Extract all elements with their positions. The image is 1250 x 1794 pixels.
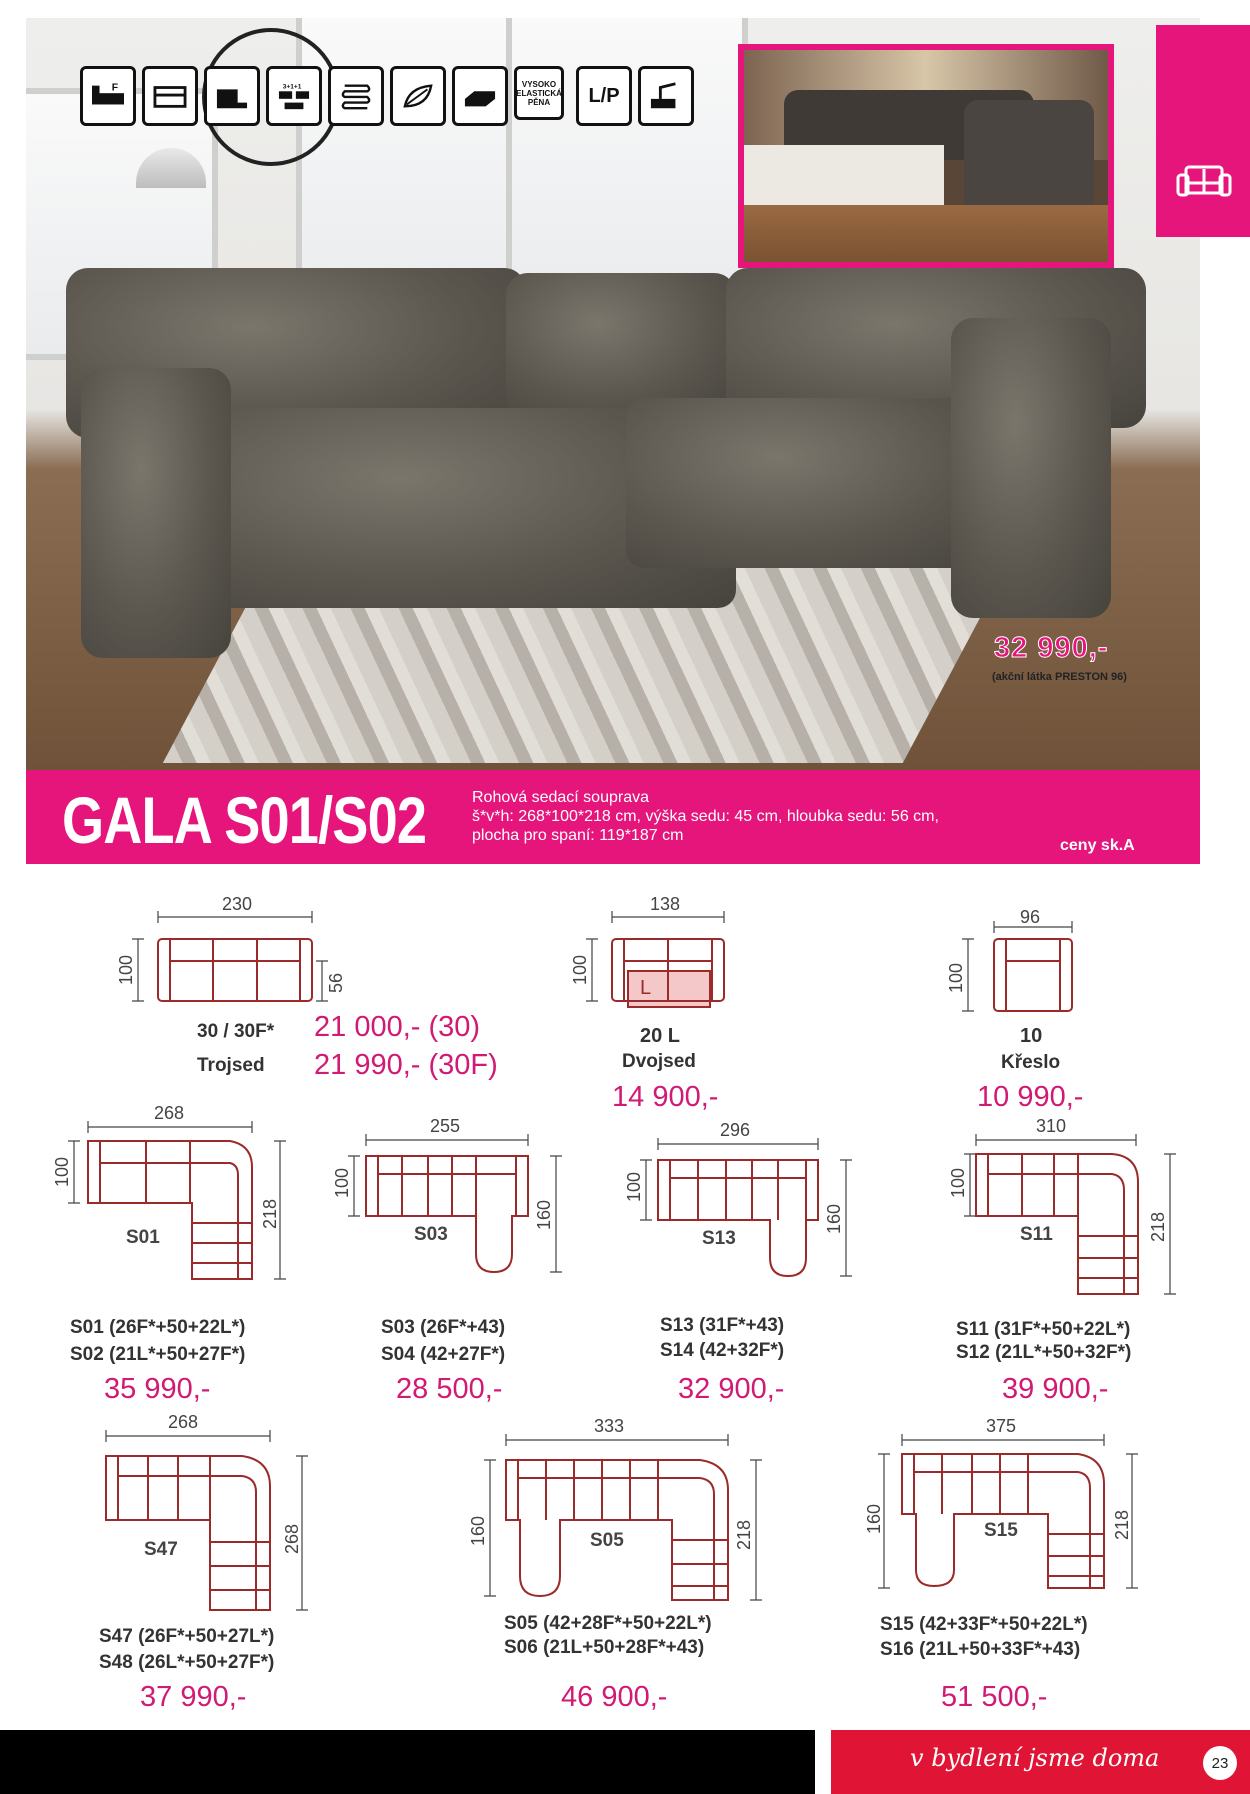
plan-s11 <box>926 1118 1186 1298</box>
kreslo-code: 10 <box>1020 1025 1043 1047</box>
plan-s13 <box>606 1122 866 1282</box>
plan-s15 <box>864 1416 1188 1608</box>
plan-s03 <box>318 1118 568 1278</box>
s13-code: S13 <box>702 1228 736 1249</box>
plan-kreslo <box>938 905 1088 1015</box>
sofa-arm-right <box>951 318 1111 618</box>
s15-code: S15 <box>984 1520 1018 1541</box>
dvojsed-price: 14 900,- <box>612 1081 719 1113</box>
s05-depth: 218 <box>734 1519 754 1550</box>
s05-config: S05 (42+28F*+50+22L*) <box>504 1613 712 1634</box>
hero-price: 32 990,- <box>994 632 1109 664</box>
price-grade: ceny sk.A <box>1060 837 1135 854</box>
s11-price: 39 900,- <box>1002 1373 1109 1405</box>
s47-code: S47 <box>144 1539 178 1560</box>
product-sleeping-area: plocha pro spaní: 119*187 cm <box>472 827 684 844</box>
sofa-back-corner <box>506 273 736 418</box>
trojsed-price-30f: 21 990,- (30F) <box>314 1049 498 1081</box>
s03-depth: 160 <box>534 1199 554 1230</box>
trojsed-name: Trojsed <box>197 1055 265 1076</box>
trojsed-price-30: 21 000,- (30) <box>314 1011 481 1043</box>
dvojsed-height: 100 <box>570 954 590 985</box>
s05-price: 46 900,- <box>561 1681 668 1713</box>
s13-price: 32 900,- <box>678 1373 785 1405</box>
hero-price-note: (akční látka PRESTON 96) <box>992 671 1127 683</box>
s13-height: 100 <box>624 1171 644 1202</box>
plan-s01 <box>40 1105 300 1285</box>
sofa-bed-icon <box>80 66 136 126</box>
set-sofa-icon <box>266 66 322 126</box>
sofa-icon <box>1176 165 1232 201</box>
trojsed-seat: 56 <box>326 972 346 993</box>
headrest-icon <box>638 66 694 126</box>
sofa-arm-left <box>81 368 231 658</box>
plan-s47 <box>86 1412 316 1620</box>
plan-s05 <box>466 1416 766 1614</box>
s01-width: 268 <box>154 1103 185 1123</box>
trojsed-height: 100 <box>116 954 136 985</box>
s04-config: S04 (42+27F*) <box>381 1344 506 1365</box>
s03-config: S03 (26F*+43) <box>381 1317 506 1338</box>
leaf-fabric-icon <box>390 66 446 126</box>
s01-depth: 218 <box>260 1198 280 1229</box>
s06-config: S06 (21L+50+28F*+43) <box>504 1637 705 1658</box>
s03-price: 28 500,- <box>396 1373 503 1405</box>
dvojsed-width: 138 <box>650 894 681 914</box>
s48-config: S48 (26L*+50+27F*) <box>99 1652 275 1673</box>
s16-config: S16 (21L+50+33F*+43) <box>880 1639 1081 1660</box>
s05-width: 333 <box>594 1416 625 1436</box>
s47-depth: 268 <box>282 1523 302 1554</box>
s15-height: 160 <box>864 1503 884 1534</box>
corner-sofa-icon <box>204 66 260 126</box>
s11-config: S11 (31F*+50+22L*) <box>956 1319 1131 1340</box>
storage-box-icon <box>142 66 198 126</box>
s11-code: S11 <box>1020 1224 1053 1245</box>
svg-text:F: F <box>111 82 119 94</box>
kreslo-height: 100 <box>946 962 966 993</box>
s13-depth: 160 <box>824 1203 844 1234</box>
feature-icons <box>78 66 704 128</box>
svg-text:3+1+1: 3+1+1 <box>282 83 302 91</box>
s11-width: 310 <box>1036 1116 1067 1136</box>
left-right-icon <box>576 66 632 126</box>
s01-code: S01 <box>126 1227 160 1248</box>
s11-height: 100 <box>948 1167 968 1198</box>
kreslo-price: 10 990,- <box>977 1081 1084 1113</box>
inset-floor <box>744 205 1108 262</box>
s12-config: S12 (21L*+50+32F*) <box>956 1342 1132 1363</box>
sofa-seats-right <box>626 398 1006 568</box>
spring-icon <box>328 66 384 126</box>
s15-config: S15 (42+33F*+50+22L*) <box>880 1614 1088 1635</box>
s05-height: 160 <box>468 1515 488 1546</box>
mattress-icon <box>452 66 508 126</box>
plan-dvojsed <box>568 895 738 1015</box>
s47-price: 37 990,- <box>140 1681 247 1713</box>
page-number: 23 <box>1203 1746 1237 1780</box>
s11-depth: 218 <box>1148 1211 1168 1242</box>
left-right-label: L/P <box>588 84 620 107</box>
product-dimensions: š*v*h: 268*100*218 cm, výška sedu: 45 cm, hloubka sedu: 56 cm, <box>472 808 939 825</box>
dvojsed-code: 20 L <box>640 1025 681 1047</box>
s14-config: S14 (42+32F*) <box>660 1340 785 1361</box>
inset-photo <box>738 44 1114 268</box>
s03-height: 100 <box>332 1167 352 1198</box>
inset-bed <box>744 145 944 205</box>
trojsed-width: 230 <box>222 894 253 914</box>
s13-config: S13 (31F*+43) <box>660 1315 785 1336</box>
footer-slogan: v bydlení jsme doma <box>910 1744 1160 1772</box>
kreslo-width: 96 <box>1020 907 1041 927</box>
s05-code: S05 <box>590 1530 624 1551</box>
s15-width: 375 <box>986 1416 1017 1436</box>
s02-config: S02 (21L*+50+27F*) <box>70 1344 246 1365</box>
category-tab <box>1156 25 1250 237</box>
s01-price: 35 990,- <box>104 1373 211 1405</box>
kreslo-name: Křeslo <box>1001 1052 1061 1073</box>
s01-height: 100 <box>52 1156 72 1187</box>
s01-config: S01 (26F*+50+22L*) <box>70 1317 246 1338</box>
s47-width: 268 <box>168 1412 199 1432</box>
product-title: GALA S01/S02 <box>62 783 427 857</box>
trojsed-code: 30 / 30F* <box>197 1021 275 1042</box>
foam-icon <box>514 66 564 120</box>
footer-black-bar <box>0 1730 815 1794</box>
s03-width: 255 <box>430 1116 461 1136</box>
product-type: Rohová sedací souprava <box>472 789 649 806</box>
plan-trojsed <box>110 895 370 1015</box>
s03-code: S03 <box>414 1224 448 1245</box>
s15-depth: 218 <box>1112 1509 1132 1540</box>
dvojsed-name: Dvojsed <box>622 1051 696 1072</box>
s13-width: 296 <box>720 1120 751 1140</box>
foam-label: VYSOKO ELASTICKÁ PĚNA <box>516 79 562 107</box>
s47-config: S47 (26F*+50+27L*) <box>99 1626 275 1647</box>
s15-price: 51 500,- <box>941 1681 1048 1713</box>
dvojsed-mark: L <box>640 977 652 999</box>
